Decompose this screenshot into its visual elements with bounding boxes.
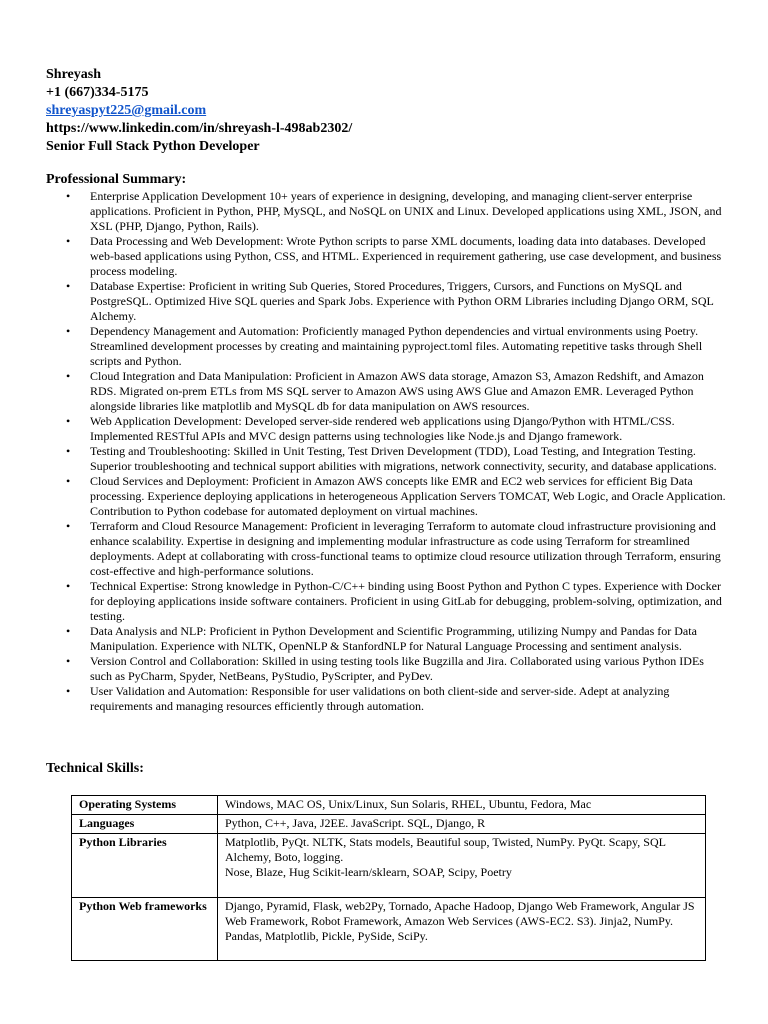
resume-header	[46, 66, 352, 156]
skill-values-line: Windows, MAC OS, Unix/Linux, Sun Solaris, RHEL, Ubuntu, Fedora, Mac	[225, 797, 592, 811]
skill-category: Python Web frameworks	[72, 898, 218, 961]
skills-table	[71, 795, 706, 961]
skill-category: Languages	[72, 815, 218, 834]
skill-category: Python Libraries	[72, 834, 218, 898]
table-row	[72, 815, 706, 834]
table-row	[72, 796, 706, 815]
summary-item: • Dependency Management and Automation: Proficiently managed Python dependencies and virtual environments using Poetry. Streamlined development processes by creating and maintaining pyproject.toml files. Automating repetitive tasks through Shell scripts and Python.	[46, 324, 726, 369]
skills-heading: Technical Skills:	[46, 761, 144, 776]
summary-item: • Database Expertise: Proficient in writing Sub Queries, Stored Procedures, Triggers, Cursors, and Functions on MySQL and PostgreSQL. Optimized Hive SQL queries and Spark Jobs. Experience with Python ORM Libraries including Django ORM, SQL Alchemy.	[46, 279, 726, 324]
summary-item: • Technical Expertise: Strong knowledge in Python-C/C++ binding using Boost Python and Python C types. Experience with Docker for deploying applications inside software containers. Proficient in using GitLab for debugging, problem-solving, optimization, and testing.	[46, 579, 726, 624]
skill-values	[218, 834, 706, 898]
summary-item: • Terraform and Cloud Resource Management: Proficient in leveraging Terraform to automate cloud infrastructure provisioning and enhance scalability. Expertise in designing and implementing modular infrastructure as code using Terraform for streamlined deployments. Adept at collaborating with cross-functional teams to optimize cloud resource utilization through Terraform, ensuring cost-effective and high-performance solutions.	[46, 519, 726, 579]
table-row	[72, 834, 706, 898]
summary-item: • Cloud Integration and Data Manipulation: Proficient in Amazon AWS data storage, Amazon S3, Amazon Redshift, and Amazon RDS. Migrated on-prem ETLs from MS SQL server to Amazon AWS using AWS Glue and Amazon EMR. Leveraged Python alongside libraries like matplotlib and MySQL db for data manipulation on AWS resources.	[46, 369, 726, 414]
skill-category: Operating Systems	[72, 796, 218, 815]
summary-item: • Testing and Troubleshooting: Skilled in Unit Testing, Test Driven Development (TDD), Load Testing, and Integration Testing. Superior troubleshooting and technical support abilities with migrations, network connectivity, security, and database applications.	[46, 444, 726, 474]
summary-item: • Data Analysis and NLP: Proficient in Python Development and Scientific Programming, utilizing Numpy and Pandas for Data Manipulation. Experience with NLTK, OpenNLP & StanfordNLP for Natural Language Processing and sentiment analysis.	[46, 624, 726, 654]
job-title: Senior Full Stack Python Developer	[46, 139, 260, 154]
skill-values	[218, 815, 706, 834]
linkedin-url: https://www.linkedin.com/in/shreyash-l-498ab2302/	[46, 121, 353, 136]
summary-item: • Data Processing and Web Development: Wrote Python scripts to parse XML documents, loading data into databases. Developed web-based applications using Python, CSS, and HTML. Experienced in requirement gathering, use case development, and business process modeling.	[46, 234, 726, 279]
email-link[interactable]: shreyaspyt225@gmail.com	[46, 103, 207, 118]
skill-values	[218, 796, 706, 815]
skill-values-line: Matplotlib, PyQt. NLTK, Stats models, Beautiful soup, Twisted, NumPy. PyQt. Scapy, SQL Alchemy, Boto, logging.	[225, 835, 666, 864]
skill-values-line: Nose, Blaze, Hug Scikit-learn/sklearn, SOAP, Scipy, Poetry	[225, 865, 512, 879]
skill-values-line: Python, C++, Java, J2EE. JavaScript. SQL, Django, R	[225, 816, 486, 830]
summary-item: • Enterprise Application Development 10+ years of experience in designing, developing, and managing client-server enterprise applications. Proficient in Python, PHP, MySQL, and NoSQL on UNIX and Linux. Developed applications using XML, JSON, and XSL (PHP, Django, Python, Rails).	[46, 189, 726, 234]
summary-item: • Web Application Development: Developed server-side rendered web applications using Django/Python with HTML/CSS. Implemented RESTful APIs and MVC design patterns using technologies like Node.js and Django framework.	[46, 414, 726, 444]
summary-item: • Version Control and Collaboration: Skilled in using testing tools like Bugzilla and Jira. Collaborated using various Python IDEs such as PyCharm, Spyder, NetBeans, PyStudio, PyScripter, and PyDev.	[46, 654, 726, 684]
skill-values	[218, 898, 706, 961]
summary-item: • Cloud Services and Deployment: Proficient in Amazon AWS concepts like EMR and EC2 web services for efficient Big Data processing. Experience deploying applications in heterogeneous Application Servers TOMCAT, Web Logic, and Oracle Application. Contribution to Python codebase for automated deployment on virtual machines.	[46, 474, 726, 519]
candidate-name: Shreyash	[46, 67, 101, 82]
table-row	[72, 898, 706, 961]
phone-number: +1 (667)334-5175	[46, 85, 149, 100]
skill-values-line: Django, Pyramid, Flask, web2Py, Tornado, Apache Hadoop, Django Web Framework, Angular JS Web Framework, Robot Framework, Amazon Web Services (AWS-EC2. S3). Jinja2, NumPy. Pandas, Matplotlib, Pickle, PySide, SciPy.	[225, 899, 695, 943]
summary-item: • User Validation and Automation: Responsible for user validations on both client-side and server-side. Adept at analyzing requirements and managing resources efficiently through automation.	[46, 684, 726, 714]
summary-list	[46, 189, 726, 714]
summary-heading: Professional Summary:	[46, 172, 187, 187]
